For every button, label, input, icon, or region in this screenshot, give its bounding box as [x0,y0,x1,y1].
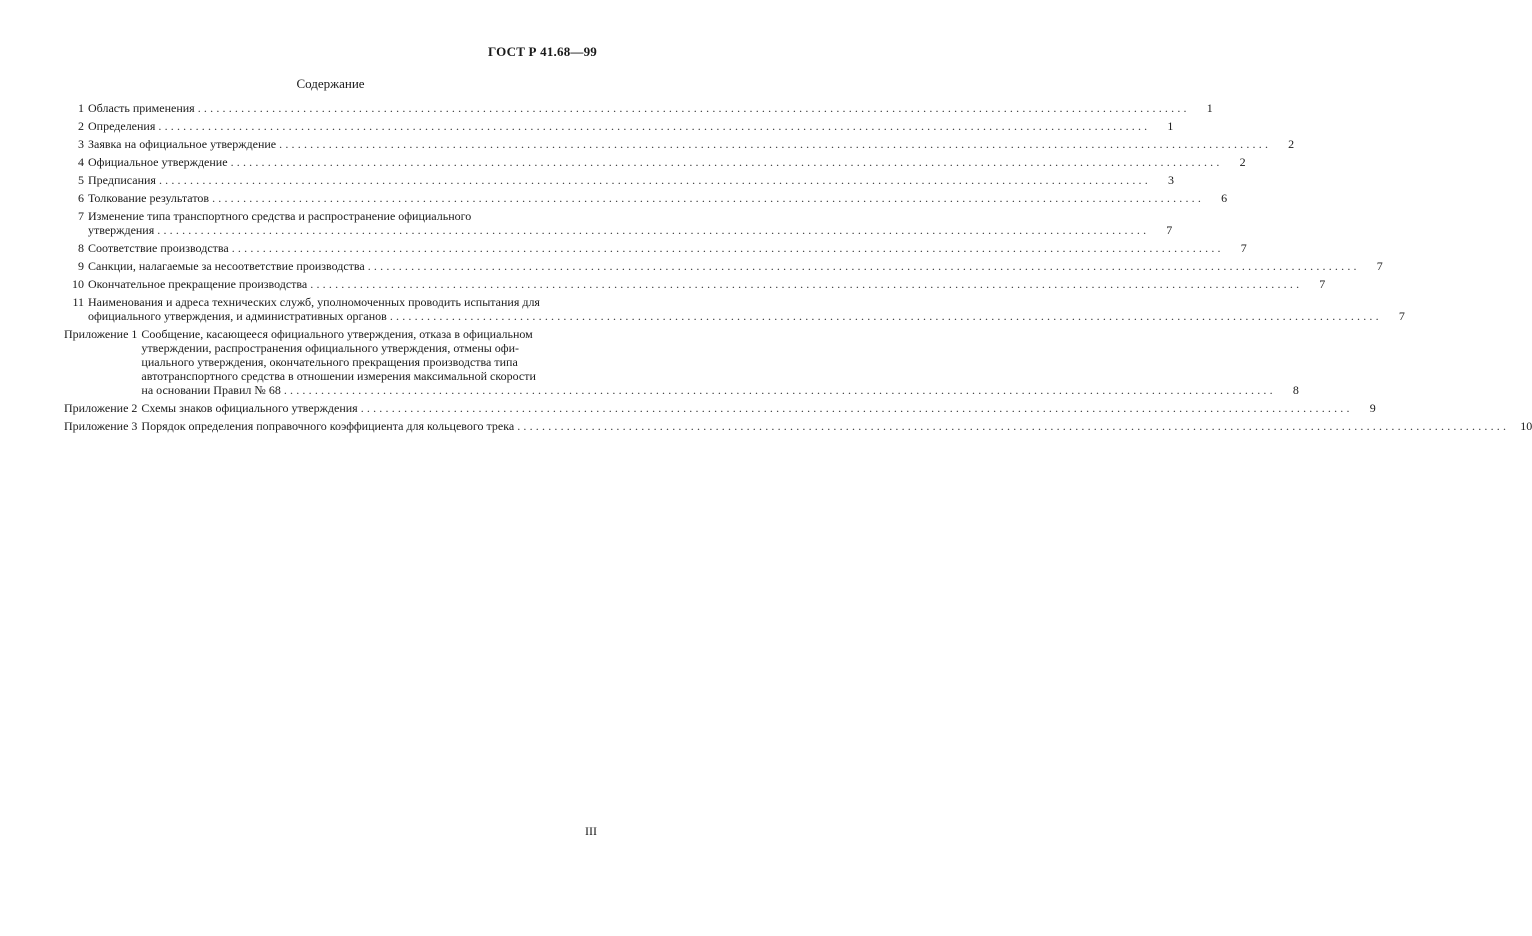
toc-appendix-entry[interactable] [64,327,1299,397]
toc-entry-title: утверждения [88,223,155,237]
toc-entry[interactable] [64,277,1326,291]
standard-designation: ГОСТ Р 41.68—99 [488,44,597,59]
toc-appendix-entry[interactable] [64,419,1532,433]
toc-appendix-entry[interactable] [64,401,1376,415]
toc-entry-page: 2 [1239,155,1246,169]
toc-entry-page: 9 [1369,401,1376,415]
toc-entry-text-line: Сообщение, касающееся официального утверждения, отказа в официальном [141,327,533,341]
toc-entry-number: 4 [78,155,84,169]
toc-entry-number: 5 [78,173,84,187]
toc-appendix-label: Приложение 1 [64,327,138,341]
toc-entry-page: 7 [1398,309,1405,323]
toc-entry[interactable] [64,137,1295,151]
toc-entry-title: Окончательное прекращение производства [88,277,308,291]
toc-appendix-label: Приложение 2 [64,401,138,415]
toc-entry[interactable] [64,119,1174,133]
toc-entry-number: 11 [72,295,84,309]
toc-entry-page: 7 [1376,259,1383,273]
toc-entry-number: 1 [78,101,84,115]
toc-entry[interactable] [64,155,1246,169]
toc-entry-title: Область применения [88,101,195,115]
toc-entry-number: 9 [78,259,84,273]
dot-leader: ................................................................................................................................................................ [158,173,1151,187]
toc-entry-title: Предписания [88,173,156,187]
toc-entry[interactable] [64,259,1383,273]
toc-entry-page: 3 [1167,173,1174,187]
page-number: III [585,824,597,838]
toc-entry-title: на основании Правил № 68 [141,383,281,397]
dot-leader: ................................................................................................................................................................ [158,119,1151,133]
toc-entry-title: Определения [88,119,156,133]
toc-entry-number: 6 [78,191,84,205]
toc-entry-page: 7 [1319,277,1326,291]
dot-leader: ................................................................................................................................................................ [360,401,1353,415]
toc-entry-title: Соответствие производства [88,241,229,255]
dot-leader: ................................................................................................................................................................ [157,223,1150,237]
toc-appendix-label: Приложение 3 [64,419,138,433]
toc-entry-page: 10 [1520,419,1532,433]
dot-leader: ................................................................................................................................................................ [231,241,1224,255]
toc-entry-text-line: циального утверждения, окончательного прекращения производства типа [141,355,518,369]
table-of-contents [64,101,1532,437]
toc-entry-title: Порядок определения поправочного коэффициента для кольцевого трека [141,419,515,433]
dot-leader: ................................................................................................................................................................ [367,259,1360,273]
toc-entry-text-line: утверждении, распространения официального утверждения, отмены офи- [141,341,520,355]
toc-entry[interactable] [64,173,1174,187]
dot-leader: ................................................................................................................................................................ [279,137,1272,151]
dot-leader: ................................................................................................................................................................ [283,383,1276,397]
toc-title: Содержание [296,76,365,91]
toc-entry-number: 10 [72,277,84,291]
toc-entry-page: 7 [1166,223,1173,237]
toc-entry-page: 8 [1292,383,1299,397]
toc-entry-number: 3 [78,137,84,151]
dot-leader: ................................................................................................................................................................ [212,191,1205,205]
toc-entry[interactable] [64,295,1405,323]
toc-entry-number: 8 [78,241,84,255]
toc-entry-title: Официальное утверждение [88,155,228,169]
toc-entry[interactable] [64,209,1173,237]
dot-leader: ................................................................................................................................................................ [517,419,1510,433]
toc-entry-title: Санкции, налагаемые за несоответствие производства [88,259,365,273]
toc-entry-text-line: Изменение типа транспортного средства и распространение официального [88,209,472,223]
toc-entry[interactable] [64,101,1213,115]
toc-entry-title: Схемы знаков официального утверждения [141,401,358,415]
toc-entry-number: 2 [78,119,84,133]
toc-entry[interactable] [64,191,1228,205]
toc-entry-page: 1 [1206,101,1213,115]
toc-entry-page: 2 [1288,137,1295,151]
toc-entry-page: 1 [1167,119,1174,133]
dot-leader: ................................................................................................................................................................ [197,101,1190,115]
toc-entry-title: официального утверждения, и административных органов [88,309,387,323]
toc-entry-text-line: автотранспортного средства в отношении измерения максимальной скорости [141,369,536,383]
toc-entry-page: 7 [1240,241,1247,255]
dot-leader: ................................................................................................................................................................ [310,277,1303,291]
toc-entry-page: 6 [1221,191,1228,205]
dot-leader: ................................................................................................................................................................ [389,309,1382,323]
toc-entry-number: 7 [78,209,84,223]
dot-leader: ................................................................................................................................................................ [230,155,1223,169]
toc-entry-text-line: Наименования и адреса технических служб, уполномоченных проводить испытания для [88,295,540,309]
toc-entry-title: Толкование результатов [88,191,210,205]
toc-entry-title: Заявка на официальное утверждение [88,137,277,151]
toc-entry[interactable] [64,241,1247,255]
